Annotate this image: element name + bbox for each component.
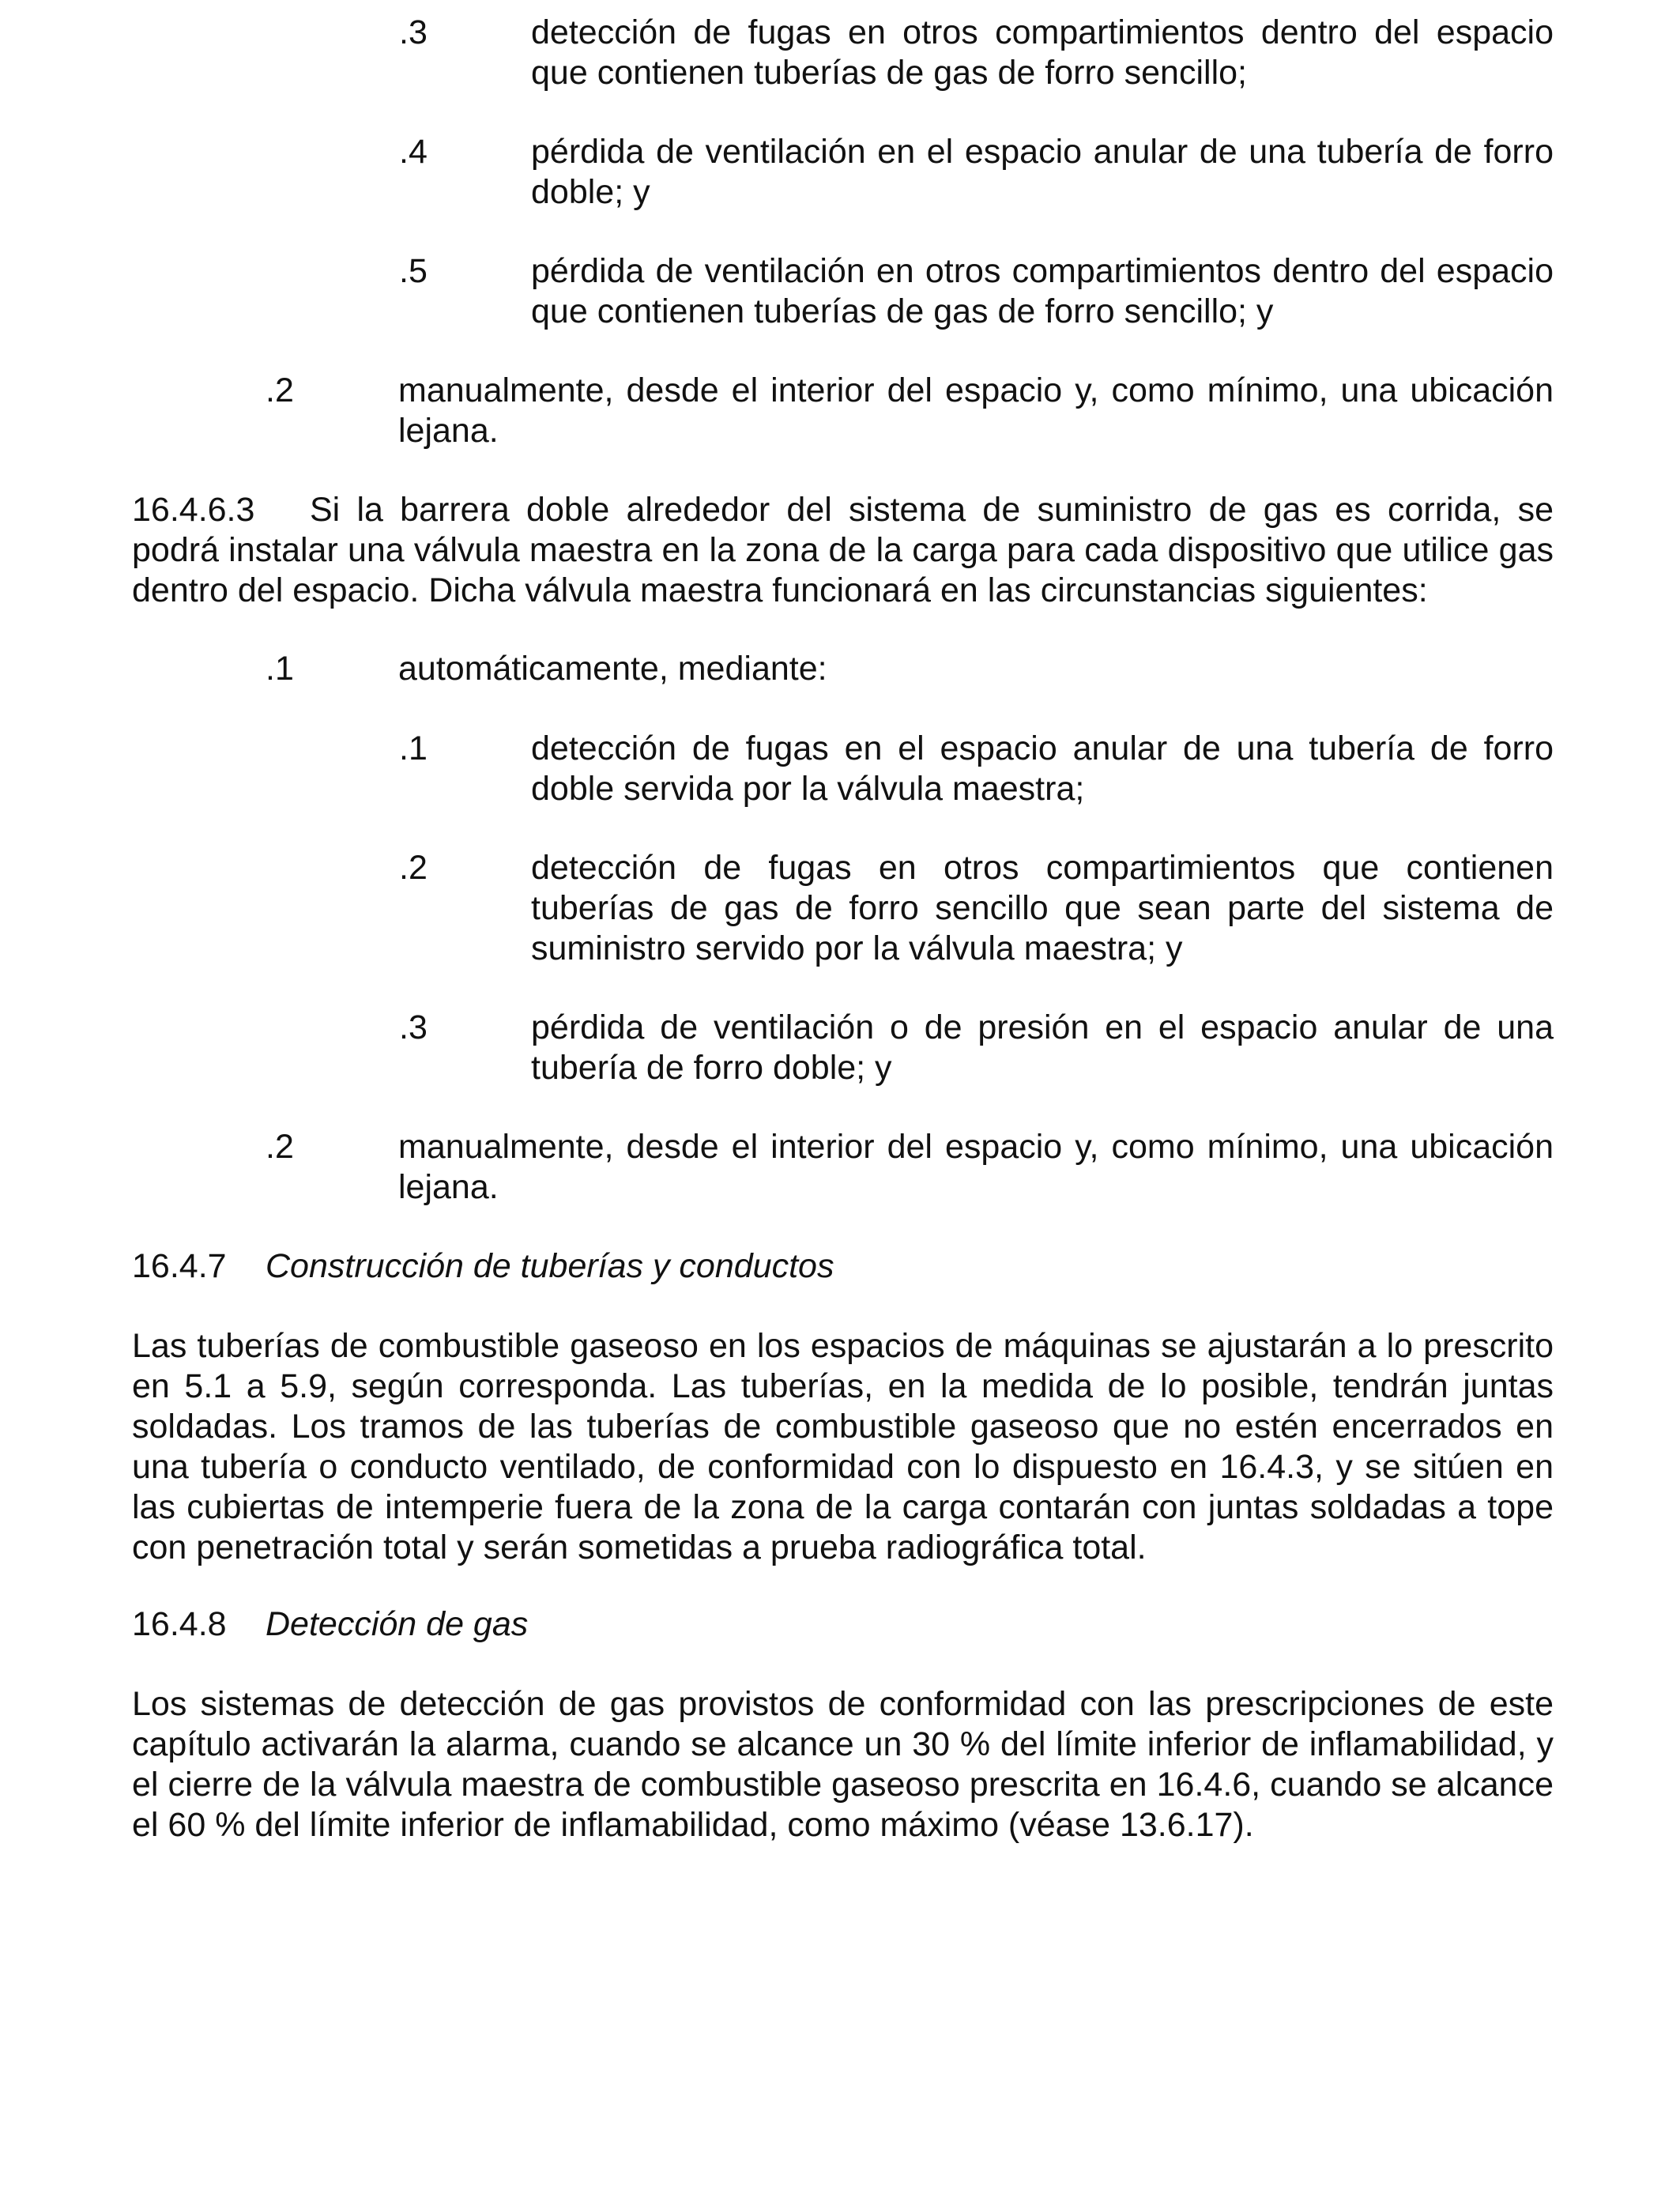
section-16463-paragraph [132,490,1554,611]
item-text: pérdida de ventilación o de presión en el espacio anular de una tubería de forro doble; y [531,1008,1554,1087]
item-number: .2 [266,1128,294,1166]
item-number: .2 [266,371,294,409]
item-number: .5 [399,252,428,290]
item-number: .1 [399,729,428,767]
section-body: Los sistemas de detección de gas provistos de conformidad con las prescripciones de este capítulo activarán la alarma, cuando se alcance un 30 % del límite inferior de inflamabilidad, y el cierre de la válvula maestra de combustible gaseoso prescrita en 16.4.6, cuando se alcance el 60 % del límite inferior de inflamabilidad, como máximo (véase 13.6.17). [132,1685,1554,1844]
item-text: pérdida de ventilación en otros compartimientos dentro del espacio que contienen tuberías de gas de forro sencillo; y [531,252,1554,330]
item-text: pérdida de ventilación en el espacio anular de una tubería de forro doble; y [531,133,1554,211]
section-title: Construcción de tuberías y conductos [266,1247,834,1285]
section-title: Detección de gas [266,1605,529,1643]
item-number: .4 [399,133,428,171]
section-number: 16.4.6.3 [132,491,255,529]
item-number: .1 [266,650,294,688]
item-text: detección de fugas en otros compartimientos que contienen tuberías de gas de forro sencillo que sean parte del sistema de suministro servido por la válvula maestra; y [531,849,1554,967]
section-number: 16.4.7 [132,1247,227,1285]
item-number: .3 [399,1008,428,1046]
item-number: .3 [399,13,428,51]
item-text: automáticamente, mediante: [398,650,827,688]
section-number: 16.4.8 [132,1605,227,1643]
item-text: detección de fugas en el espacio anular de una tubería de forro doble servida por la válvula maestra; [531,729,1554,808]
item-number: .2 [399,849,428,887]
item-text: detección de fugas en otros compartimientos dentro del espacio que contienen tuberías de gas de forro sencillo; [531,13,1554,92]
section-body: Las tuberías de combustible gaseoso en los espacios de máquinas se ajustarán a lo prescrito en 5.1 a 5.9, según corresponda. Las tuberías, en la medida de lo posible, tendrán juntas soldadas. Los tramos de las tuberías de combustible gaseoso que no estén encerrados en una tubería o conducto ventilado, de conformidad con lo dispuesto en 16.4.3, y se sitúen en las cubiertas de intemperie fuera de la zona de la carga contarán con juntas soldadas a tope con penetración total y serán sometidas a prueba radiográfica total. [132,1327,1554,1566]
item-text: manualmente, desde el interior del espacio y, como mínimo, una ubicación lejana. [398,1128,1554,1206]
item-text: manualmente, desde el interior del espacio y, como mínimo, una ubicación lejana. [398,371,1554,450]
section-text: Si la barrera doble alrededor del sistema de suministro de gas es corrida, se podrá instalar una válvula maestra en la zona de la carga para cada dispositivo que utilice gas dentro del espacio. Dicha válvula maestra funcionará en las circunstancias siguientes: [132,491,1554,609]
